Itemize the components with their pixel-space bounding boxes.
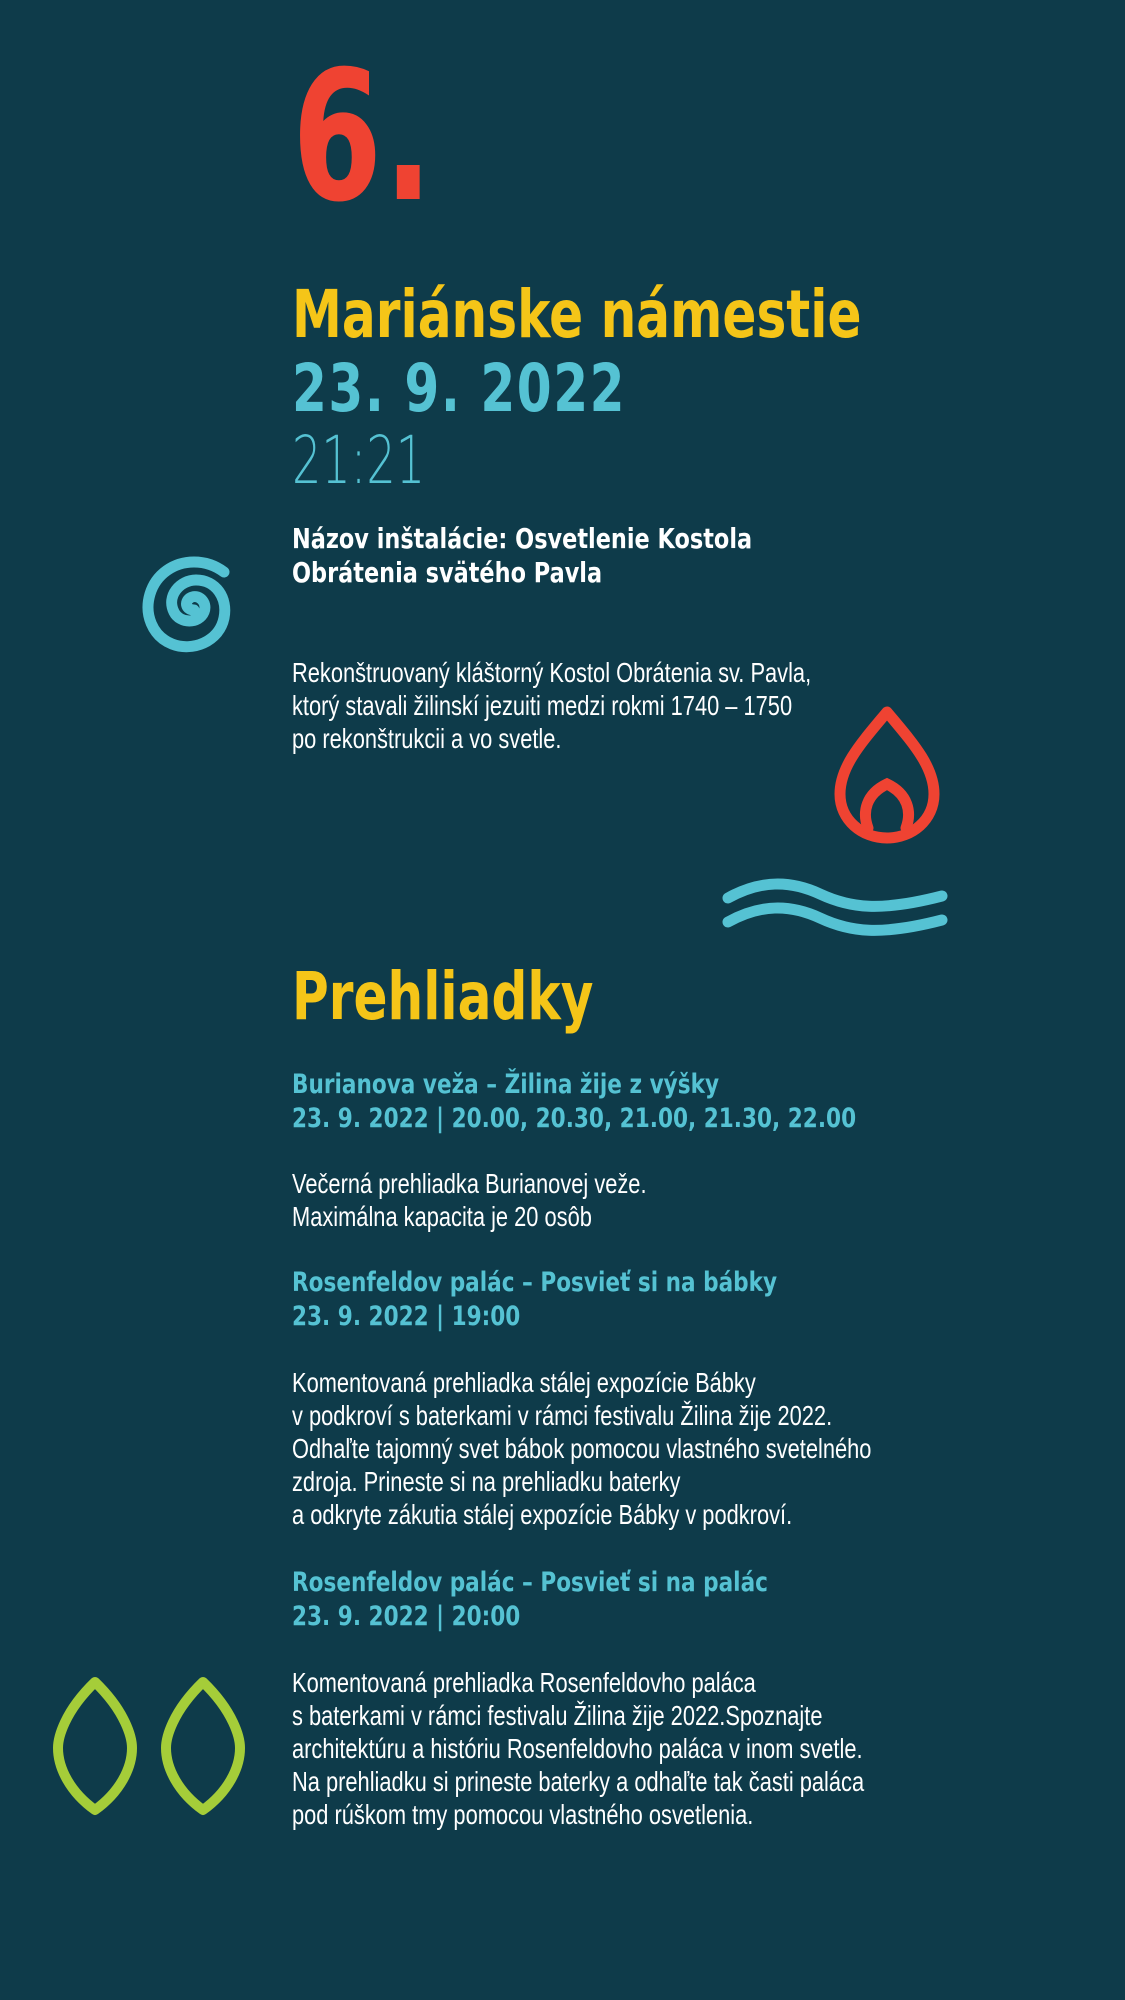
leaf-icon <box>50 1676 140 1816</box>
tour-schedule: 23. 9. 2022 | 19:00 <box>292 1301 521 1332</box>
event-number: 6. <box>292 33 435 242</box>
tours-title: Prehliadky <box>292 958 594 1035</box>
tour-description: Komentovaná prehliadka stálej expozície Bábky v podkroví s baterkami v rámci festivalu Žilina žije 2022. Odhaľte tajomný svet bábok pomocou vlastného svetelného zdroja. Prineste si na prehliadku baterky a odkryte zákutia stálej expozície Bábky v podkroví. <box>292 1367 872 1530</box>
event-date: 23. 9. 2022 <box>292 350 627 427</box>
tour-header <box>292 1266 777 1334</box>
tour-header <box>292 1068 856 1136</box>
tour-description: Komentovaná prehliadka Rosenfeldovho paláca s baterkami v rámci festivalu Žilina žije 2022.Spoznajte architektúru a históriu Rosenfeldovho paláca v inom svetle. Na prehliadku si prineste baterky a odhaľte tak časti paláca pod rúškom tmy pomocou vlastného osvetlenia. <box>292 1667 865 1830</box>
tour-name: Burianova veža – Žilina žije z výšky <box>292 1069 720 1100</box>
installation-description: Rekonštruovaný kláštorný Kostol Obrátenia sv. Pavla, ktorý stavali žilinskí jezuiti medzi rokmi 1740 – 1750 po rekonštrukcii a vo svetle. <box>292 657 812 754</box>
event-time: 21:21 <box>292 422 426 499</box>
installation-title: Názov inštalácie: Osvetlenie Kostola Obrátenia svätého Pavla <box>292 522 753 589</box>
flame-icon <box>832 706 942 846</box>
leaf-icon <box>158 1676 248 1816</box>
tour-name: Rosenfeldov palác – Posvieť si na bábky <box>292 1267 778 1298</box>
water-waves-icon <box>720 872 950 952</box>
tour-header <box>292 1566 768 1634</box>
tour-name: Rosenfeldov palác – Posvieť si na palác <box>292 1567 768 1598</box>
tour-schedule: 23. 9. 2022 | 20:00 <box>292 1601 521 1632</box>
tour-description: Večerná prehliadka Burianovej veže. Maximálna kapacita je 20 osôb <box>292 1168 647 1232</box>
place-title: Mariánske námestie <box>292 276 862 353</box>
tour-schedule: 23. 9. 2022 | 20.00, 20.30, 21.00, 21.30, 22.00 <box>292 1103 857 1134</box>
spiral-icon <box>136 548 244 670</box>
